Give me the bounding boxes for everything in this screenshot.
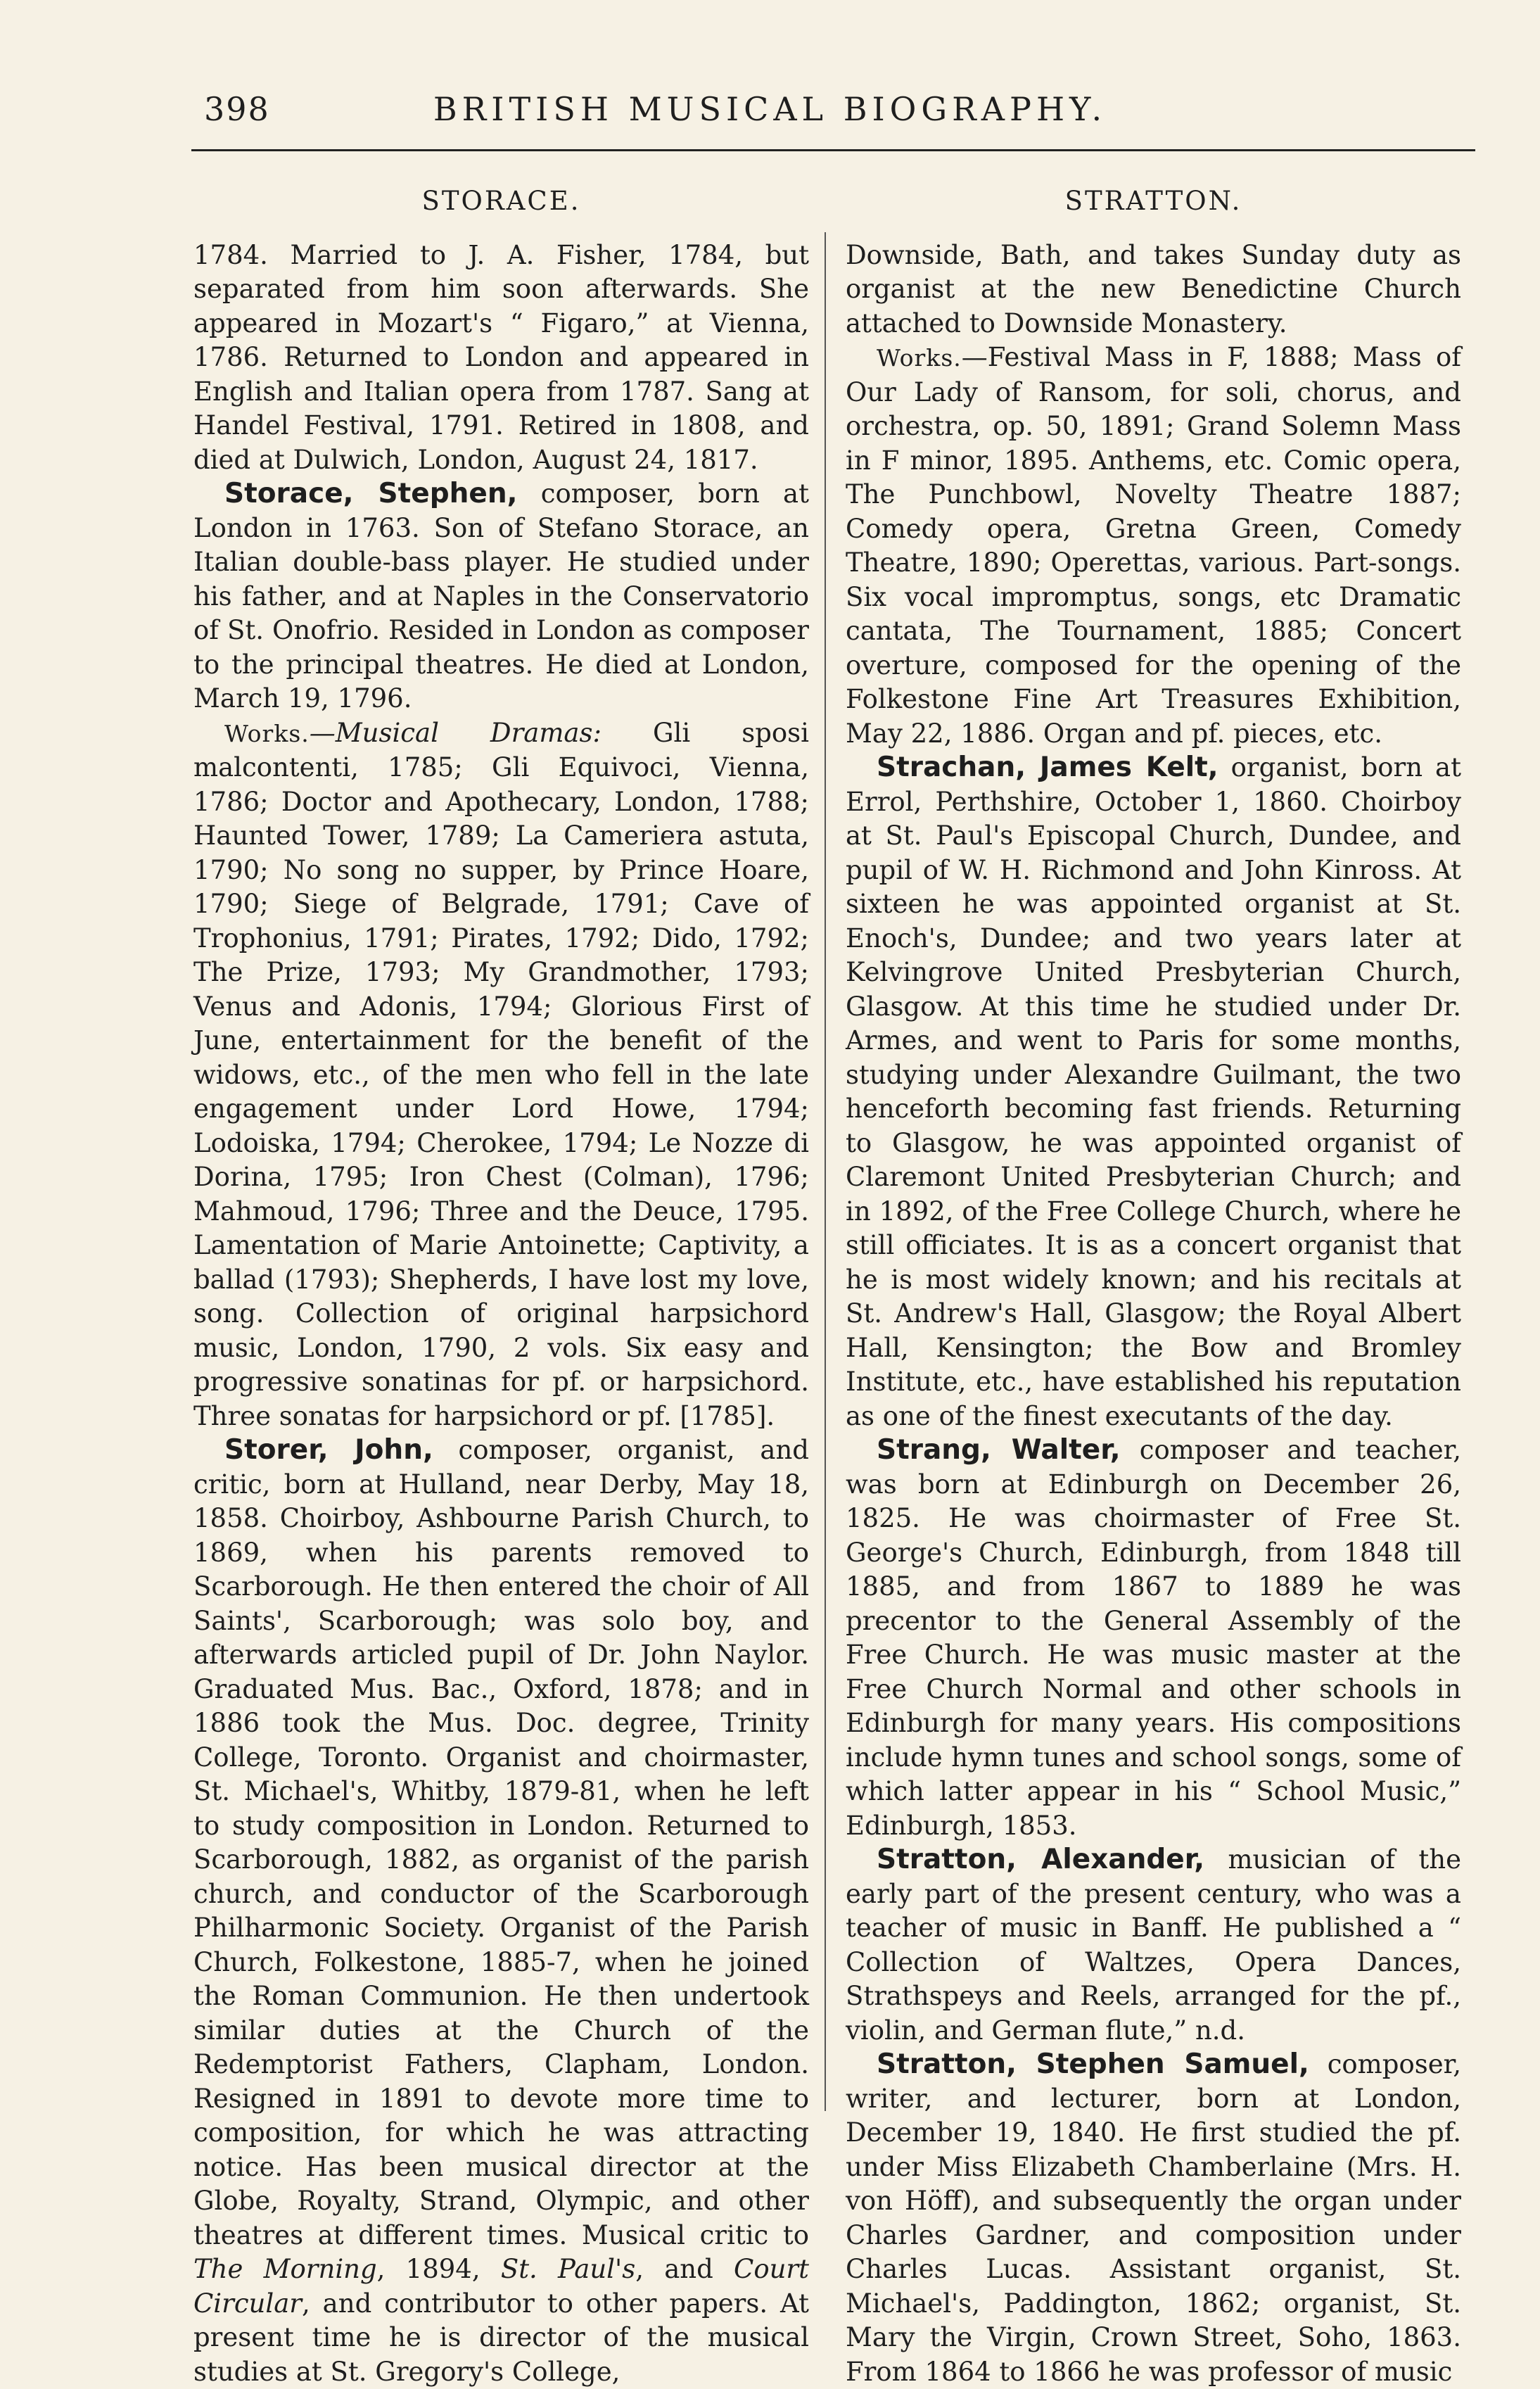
page-number: 398 xyxy=(204,90,270,128)
headword-strang: Strang, Walter, xyxy=(877,1434,1121,1466)
bio-stratton-alexander: musician of the early part of the present century, who was a teacher of music in Banff. He published a “ Collection of Waltzes, Opera Dances, Strathspeys and Reels, arranged for the pf., violin, and German flute,” n.d. xyxy=(846,1844,1461,2046)
entry-strang-walter xyxy=(846,1433,1461,1843)
right-column-heading: STRATTON. xyxy=(1064,186,1242,216)
entry-storace-stephen xyxy=(193,477,809,716)
works-label: Works. xyxy=(224,719,310,747)
works-storer-john xyxy=(846,341,1461,751)
header-rule xyxy=(191,149,1475,151)
left-column-heading: STORACE. xyxy=(421,186,581,216)
entry-strachan-james-kelt xyxy=(846,751,1461,1433)
entry-stratton-stephen-samuel xyxy=(846,2048,1461,2389)
bio-storer-c: , and xyxy=(635,2254,734,2284)
storer-continuation: Downside, Bath, and takes Sunday duty as organist at the new Benedictine Church attached to Downside Monastery. xyxy=(846,239,1461,338)
entry-stratton-alexander xyxy=(846,1843,1461,2048)
column-divider xyxy=(825,232,826,2111)
bio-storer-a: composer, organist, and critic, born at Hulland, near Derby, May 18, 1858. Choirboy, Ashbourne Parish Church, to 1869, when his parents removed to Scarborough. He then entered the choir of All Saints', Scarborough; was solo boy, and afterwards articled pupil of Dr. John Naylor. Graduated Mus. Bac., Oxford, 1878; and in 1886 took the Mus. Doc. degree, Trinity College, Toronto. Organist and choirmaster, St. Michael's, Whitby, 1879-81, when he left to study composition in London. Returned to Scarborough, 1882, as organist of the parish church, and conductor of the Scarborough Philharmonic Society. Organist of the Parish Church, Folkestone, 1885-7, when he joined the Roman Communion. He then undertook similar duties at the Church of the Redemptorist Fathers, Clapham, London. Resigned in 1891 to devote more time to composition, for which he was attracting notice. Has been musical director at the Globe, Royalty, Strand, Olympic, and other theatres at different times. Musical critic to xyxy=(193,1435,809,2250)
headword-strachan: Strachan, James Kelt, xyxy=(877,752,1218,783)
bio-strang: composer and teacher, was born at Edinburgh on December 26, 1825. He was choirmaster of Free St. George's Church, Edinburgh, from 1848 till 1885, and from 1867 to 1889 he was precentor to the General Assembly of the Free Church. He was music master at the Free Church Normal and other schools in Edinburgh for many years. His compositions include hymn tunes and school songs, some of which latter appear in his “ School Music,” Edinburgh, 1853. xyxy=(846,1435,1461,1841)
works-storace-stephen xyxy=(193,716,809,1434)
storace-continuation: 1784. Married to J. A. Fisher, 1784, but separated from him soon afterwards. She appeared in Mozart's “ Figaro,” at Vienna, 1786. Returned to London and appeared in English and Italian opera from 1787. Sang at Handel Festival, 1791. Retired in 1808, and died at Dulwich, London, August 24, 1817. xyxy=(193,239,809,475)
publication-the-morning: The Morning xyxy=(193,2254,377,2284)
bio-storace-stephen: composer, born at London in 1763. Son of Stefano Storace, an Italian double-bass player. He studied under his father, and at Naples in the Conservatorio of St. Onofrio. Resided in London as composer to the principal theatres. He died at London, March 19, 1796. xyxy=(193,479,809,714)
bio-storer-d: , and contributor to other papers. At present time he is director of the musical studies at St. Gregory's College, xyxy=(193,2288,809,2387)
entry-storer-john xyxy=(193,1433,809,2389)
works-sublabel: —Musical Dramas: xyxy=(309,717,602,748)
right-column xyxy=(846,184,1461,2389)
left-column xyxy=(193,184,809,2389)
running-title: BRITISH MUSICAL BIOGRAPHY. xyxy=(433,90,1107,128)
headword-stratton-alexander: Stratton, Alexander, xyxy=(877,1844,1205,1875)
works-list-storace: Gli sposi malcontenti, 1785; Gli Equivoci, Vienna, 1786; Doctor and Apothecary, London, 1788; Haunted Tower, 1789; La Cameriera astuta, 1790; No song no supper, by Prince Hoare, 1790; Siege of Belgrade, 1791; Cave of Trophonius, 1791; Pirates, 1792; Dido, 1792; The Prize, 1793; My Grandmother, 1793; Venus and Adonis, 1794; Glorious First of June, entertainment for the benefit of the widows, etc., of the men who fell in the late engagement under Lord Howe, 1794; Lodoiska, 1794; Cherokee, 1794; Le Nozze di Dorina, 1795; Iron Chest (Colman), 1796; Mahmoud, 1796; Three and the Deuce, 1795. Lamentation of Marie Antoinette; Captivity, a ballad (1793); Shepherds, I have lost my love, song. Collection of original harpsichord music, London, 1790, 2 vols. Six easy and progressive sonatinas for pf. or harpsichord. Three sonatas for harpsichord or pf. [1785]. xyxy=(193,717,809,1431)
bio-stratton-stephen: composer, writer, and lecturer, born at London, December 19, 1840. He first studied the pf. under Miss Elizabeth Chamberlaine (Mrs. H. von Höff), and subsequently the organ under Charles Gardner, and composition under Charles Lucas. Assistant organist, St. Michael's, Paddington, 1862; organist, St. Mary the Virgin, Crown Street, Soho, 1863. From 1864 to 1866 he was professor of music xyxy=(846,2049,1461,2387)
headword-storace-stephen: Storace, Stephen, xyxy=(224,478,518,509)
publication-st-pauls: St. Paul's xyxy=(500,2254,636,2284)
bio-strachan: organist, born at Errol, Perthshire, October 1, 1860. Choirboy at St. Paul's Episcopal Church, Dundee, and pupil of W. H. Richmond and John Kinross. At sixteen he was appointed organist at St. Enoch's, Dundee; and two years later at Kelvingrove United Presbyterian Church, Glasgow. At this time he studied under Dr. Armes, and went to Paris for some months, studying under Alexandre Guilmant, the two henceforth becoming fast friends. Returning to Glasgow, he was appointed organist of Claremont United Presbyterian Church; and in 1892, of the Free College Church, where he still officiates. It is as a concert organist that he is most widely known; and his recitals at St. Andrew's Hall, Glasgow; the Royal Albert Hall, Kensington; the Bow and Bromley Institute, etc., have established his reputation as one of the finest executants of the day. xyxy=(846,752,1461,1431)
bio-storer-b: , 1894, xyxy=(376,2254,501,2284)
headword-storer-john: Storer, John, xyxy=(224,1434,433,1466)
works-label: Works. xyxy=(877,344,962,372)
publication-court-circular: Court Circular xyxy=(193,2254,809,2319)
headword-stratton-stephen: Stratton, Stephen Samuel, xyxy=(877,2048,1309,2080)
works-list-storer: —Festival Mass in F, 1888; Mass of Our Lady of Ransom, for soli, chorus, and orchestra, op. 50, 1891; Grand Solemn Mass in F minor, 1895. Anthems, etc. Comic opera, The Punchbowl, Novelty Theatre 1887; Comedy opera, Gretna Green, Comedy Theatre, 1890; Operettas, various. Part-songs. Six vocal impromptus, songs, etc Dramatic cantata, The Tournament, 1885; Concert overture, composed for the opening of the Folkestone Fine Art Treasures Exhibition, May 22, 1886. Organ and pf. pieces, etc. xyxy=(846,342,1461,749)
